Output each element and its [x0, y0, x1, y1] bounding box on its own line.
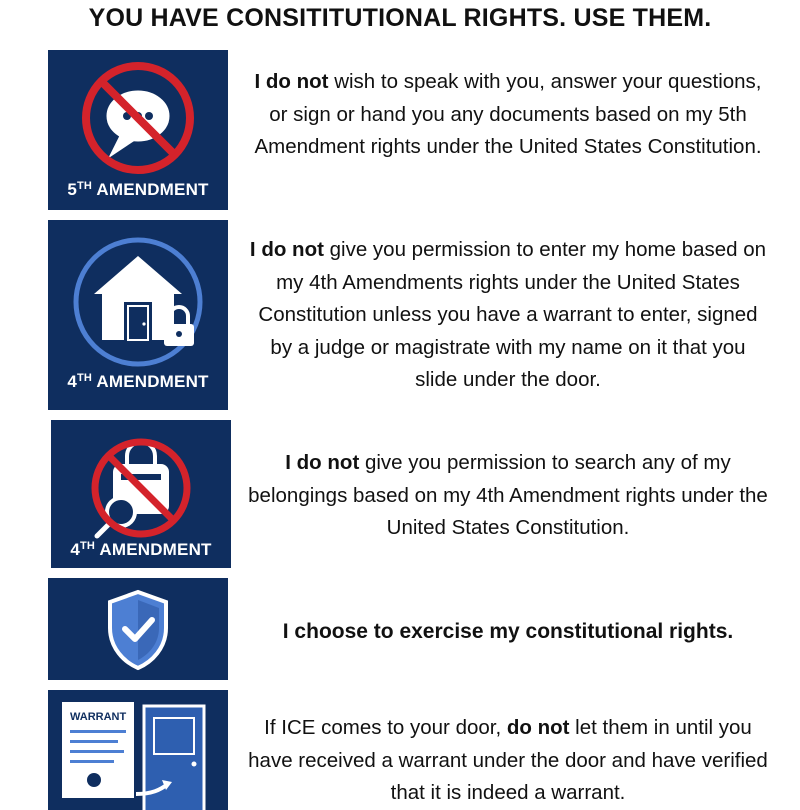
fourth-amendment-search-panel [51, 420, 231, 568]
rights-shield-panel [48, 578, 228, 680]
fourth-amendment-home-statement: I do not give you permission to enter my home based on my 4th Amendments rights under the United States Constitution unless you have a warrant to enter, signed by a judge or magistrate with my name on it that you slide under the door. [249, 238, 767, 391]
fourth-amendment-home-panel [48, 220, 228, 410]
warrant-panel [48, 690, 228, 810]
exercise-rights-statement: I choose to exercise my constitutional rights. [282, 620, 734, 643]
panel-label: 4TH AMENDMENT [67, 372, 209, 391]
page-title: YOU HAVE CONSITITUTIONAL RIGHTS. USE THEM. [88, 4, 712, 32]
fourth-amendment-search-statement: I do not give you permission to search any of my belongings based on my 4th Amendment rights under the United States Constitution. [248, 451, 768, 539]
warrant-label: WARRANT [70, 711, 127, 723]
panel-label: 5TH AMENDMENT [67, 180, 209, 199]
fifth-amendment-statement: I do not wish to speak with you, answer your questions, or sign or hand you any documents based on my 5th Amendment rights under the United States Constitution. [254, 70, 762, 158]
panel-label: 4TH AMENDMENT [70, 540, 212, 559]
warrant-statement: If ICE comes to your door, do not let them in until you have received a warrant under the door and have verified that it is indeed a warrant. [248, 716, 768, 804]
shield-check-icon [48, 578, 228, 680]
fifth-amendment-panel [48, 50, 228, 210]
warrant-door-icon [48, 690, 228, 810]
